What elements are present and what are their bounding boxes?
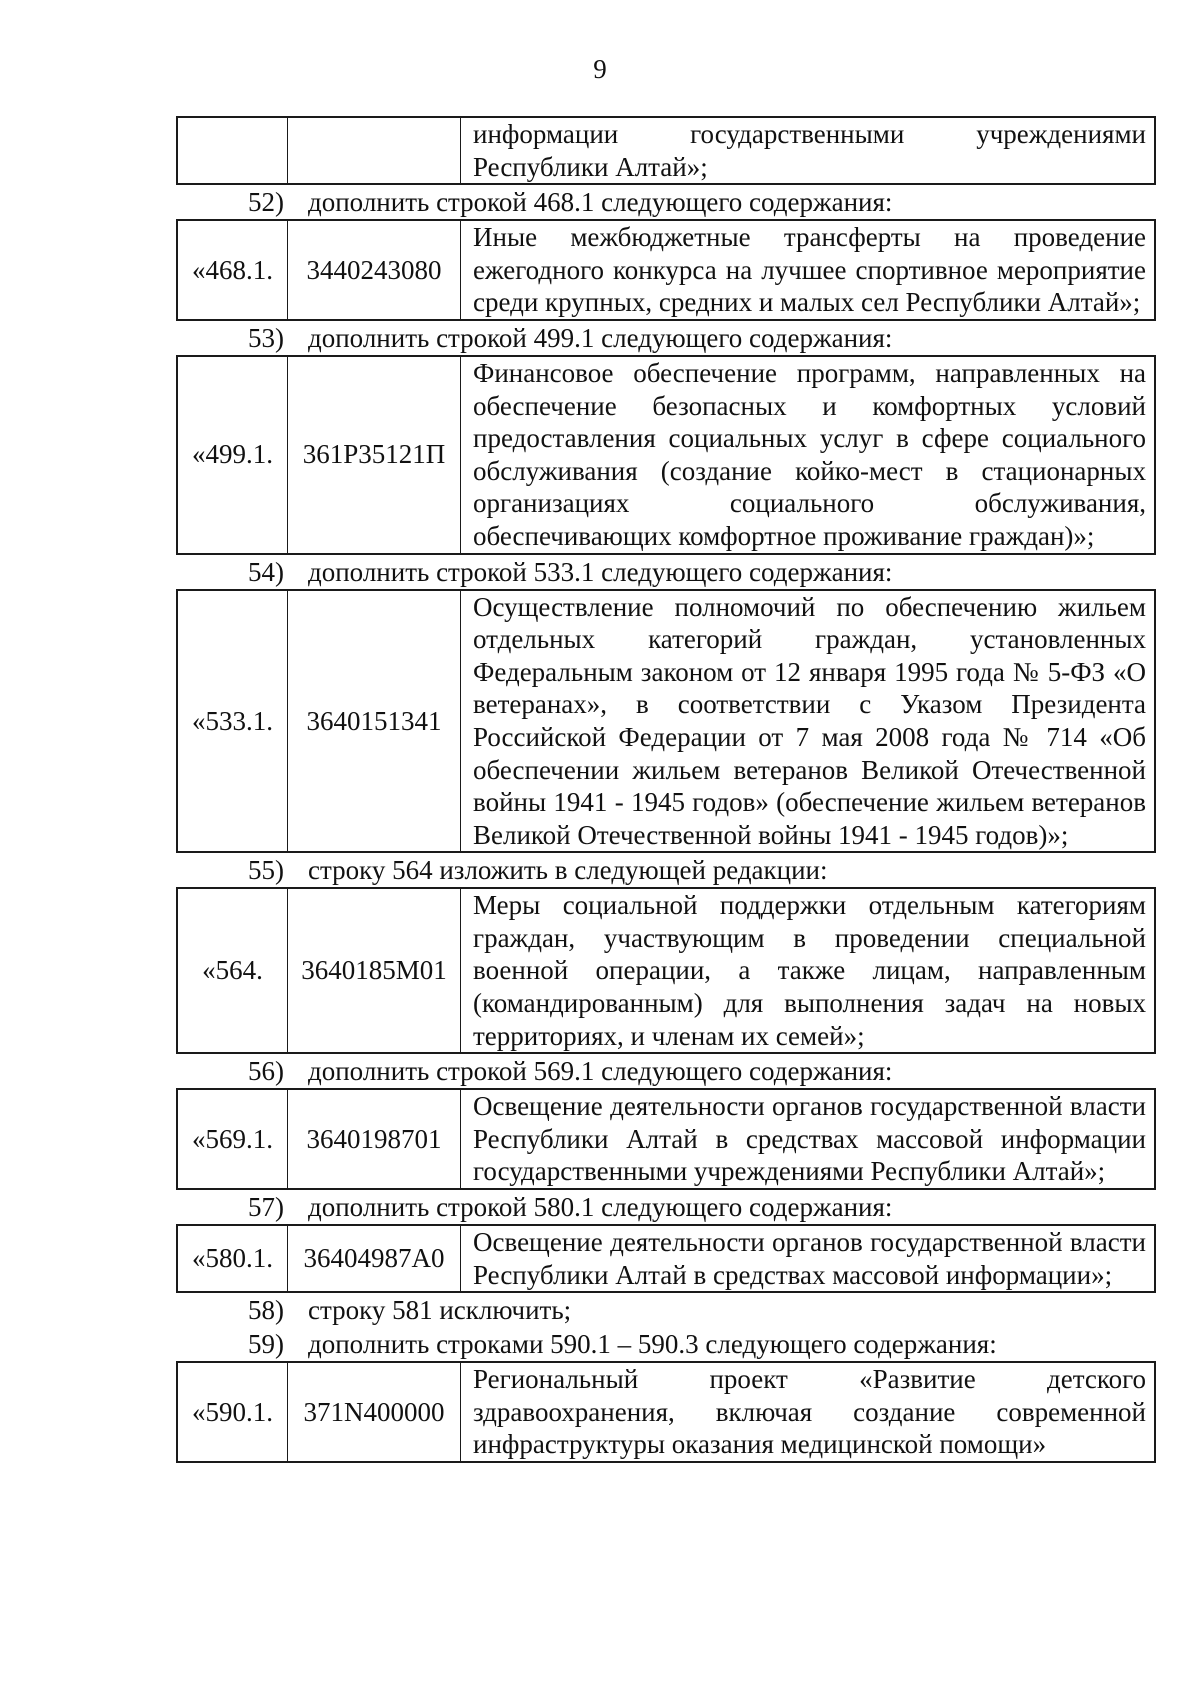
- row-code: [288, 117, 461, 184]
- table-row: [176, 116, 1156, 185]
- instruction-text: строку 564 изложить в следующей редакции:: [308, 855, 828, 886]
- row-text: Освещение деятельности органов государственной власти Республики Алтай в средствах массовой информации»;: [461, 1225, 1156, 1292]
- table-row: [176, 589, 1156, 854]
- row-code: 3640185М01: [288, 888, 461, 1053]
- row-text: информации государственными учреждениями Республики Алтай»;: [461, 117, 1156, 184]
- instruction-number: 54): [248, 556, 284, 587]
- instruction-number: 58): [248, 1295, 284, 1326]
- table-row: [176, 1361, 1156, 1463]
- amendment-instruction: [176, 555, 1156, 589]
- row-code: 36404987А0: [288, 1225, 461, 1292]
- amendment-instruction: [176, 1327, 1156, 1361]
- amendment-instruction: [176, 1190, 1156, 1224]
- row-code: 3440243080: [288, 220, 461, 320]
- row-number: «590.1.: [177, 1362, 288, 1462]
- instruction-number: 57): [248, 1192, 284, 1223]
- row-text: Осуществление полномочий по обеспечению жильем отдельных категорий граждан, установленных Федеральным законом от 12 января 1995 года № 5-ФЗ «О ветеранах», в соответствии с Указом Президента Российской Федерации от 7 мая 2008 года № 714 «Об обеспечении жильем ветеранов Великой Отечественной войны 1941 - 1945 годов» (обеспечение жильем ветеранов Великой Отечественной войны 1941 - 1945 годов)»;: [461, 590, 1156, 853]
- row-text: Меры социальной поддержки отдельным категориям граждан, участвующим в проведении специальной военной операции, а также лицам, направленным (командированным) для выполнения задач на новых территориях, и членам их семей»;: [461, 888, 1156, 1053]
- row-number: «580.1.: [177, 1225, 288, 1292]
- instruction-text: дополнить строкой 580.1 следующего содержания:: [308, 1192, 893, 1223]
- row-number: «569.1.: [177, 1089, 288, 1189]
- instruction-number: 55): [248, 855, 284, 886]
- amendment-instruction: [176, 853, 1156, 887]
- table-row: [176, 1224, 1156, 1293]
- instruction-number: 52): [248, 187, 284, 218]
- row-number: «533.1.: [177, 590, 288, 853]
- row-text: Финансовое обеспечение программ, направленных на обеспечение безопасных и комфортных условий предоставления социальных услуг в сфере социального обслуживания (создание койко-мест в стационарных организациях социального обслуживания, обеспечивающих комфортное проживание граждан)»;: [461, 356, 1156, 554]
- amendment-instruction: [176, 1054, 1156, 1088]
- amendment-instruction: [176, 321, 1156, 355]
- instruction-text: дополнить строкой 499.1 следующего содержания:: [308, 322, 893, 353]
- row-number: «499.1.: [177, 356, 288, 554]
- instruction-text: строку 581 исключить;: [308, 1295, 572, 1326]
- instruction-text: дополнить строкой 468.1 следующего содержания:: [308, 187, 893, 218]
- table-row: [176, 887, 1156, 1054]
- row-code: 3640198701: [288, 1089, 461, 1189]
- instruction-text: дополнить строкой 533.1 следующего содержания:: [308, 556, 893, 587]
- row-text: Освещение деятельности органов государственной власти Республики Алтай в средствах массовой информации государственными учреждениями Республики Алтай»;: [461, 1089, 1156, 1189]
- amendment-instruction: [176, 185, 1156, 219]
- page-number: 9: [593, 54, 607, 84]
- table-row: [176, 219, 1156, 321]
- row-code: 361Р35121П: [288, 356, 461, 554]
- table-row: [176, 355, 1156, 555]
- table-row: [176, 1088, 1156, 1190]
- instruction-text: дополнить строкой 569.1 следующего содержания:: [308, 1056, 893, 1087]
- row-number: «468.1.: [177, 220, 288, 320]
- row-code: 371N400000: [288, 1362, 461, 1462]
- row-code: 3640151341: [288, 590, 461, 853]
- instruction-number: 53): [248, 322, 284, 353]
- amendment-instruction: [176, 1293, 1156, 1327]
- instruction-number: 56): [248, 1056, 284, 1087]
- row-text: Региональный проект «Развитие детского здравоохранения, включая создание современной инфраструктуры оказания медицинской помощи»: [461, 1362, 1156, 1462]
- row-number: [177, 117, 288, 184]
- document-body: [176, 116, 1156, 1463]
- instruction-text: дополнить строками 590.1 – 590.3 следующего содержания:: [308, 1329, 997, 1360]
- instruction-number: 59): [248, 1329, 284, 1360]
- row-number: «564.: [177, 888, 288, 1053]
- row-text: Иные межбюджетные трансферты на проведение ежегодного конкурса на лучшее спортивное мероприятие среди крупных, средних и малых сел Республики Алтай»;: [461, 220, 1156, 320]
